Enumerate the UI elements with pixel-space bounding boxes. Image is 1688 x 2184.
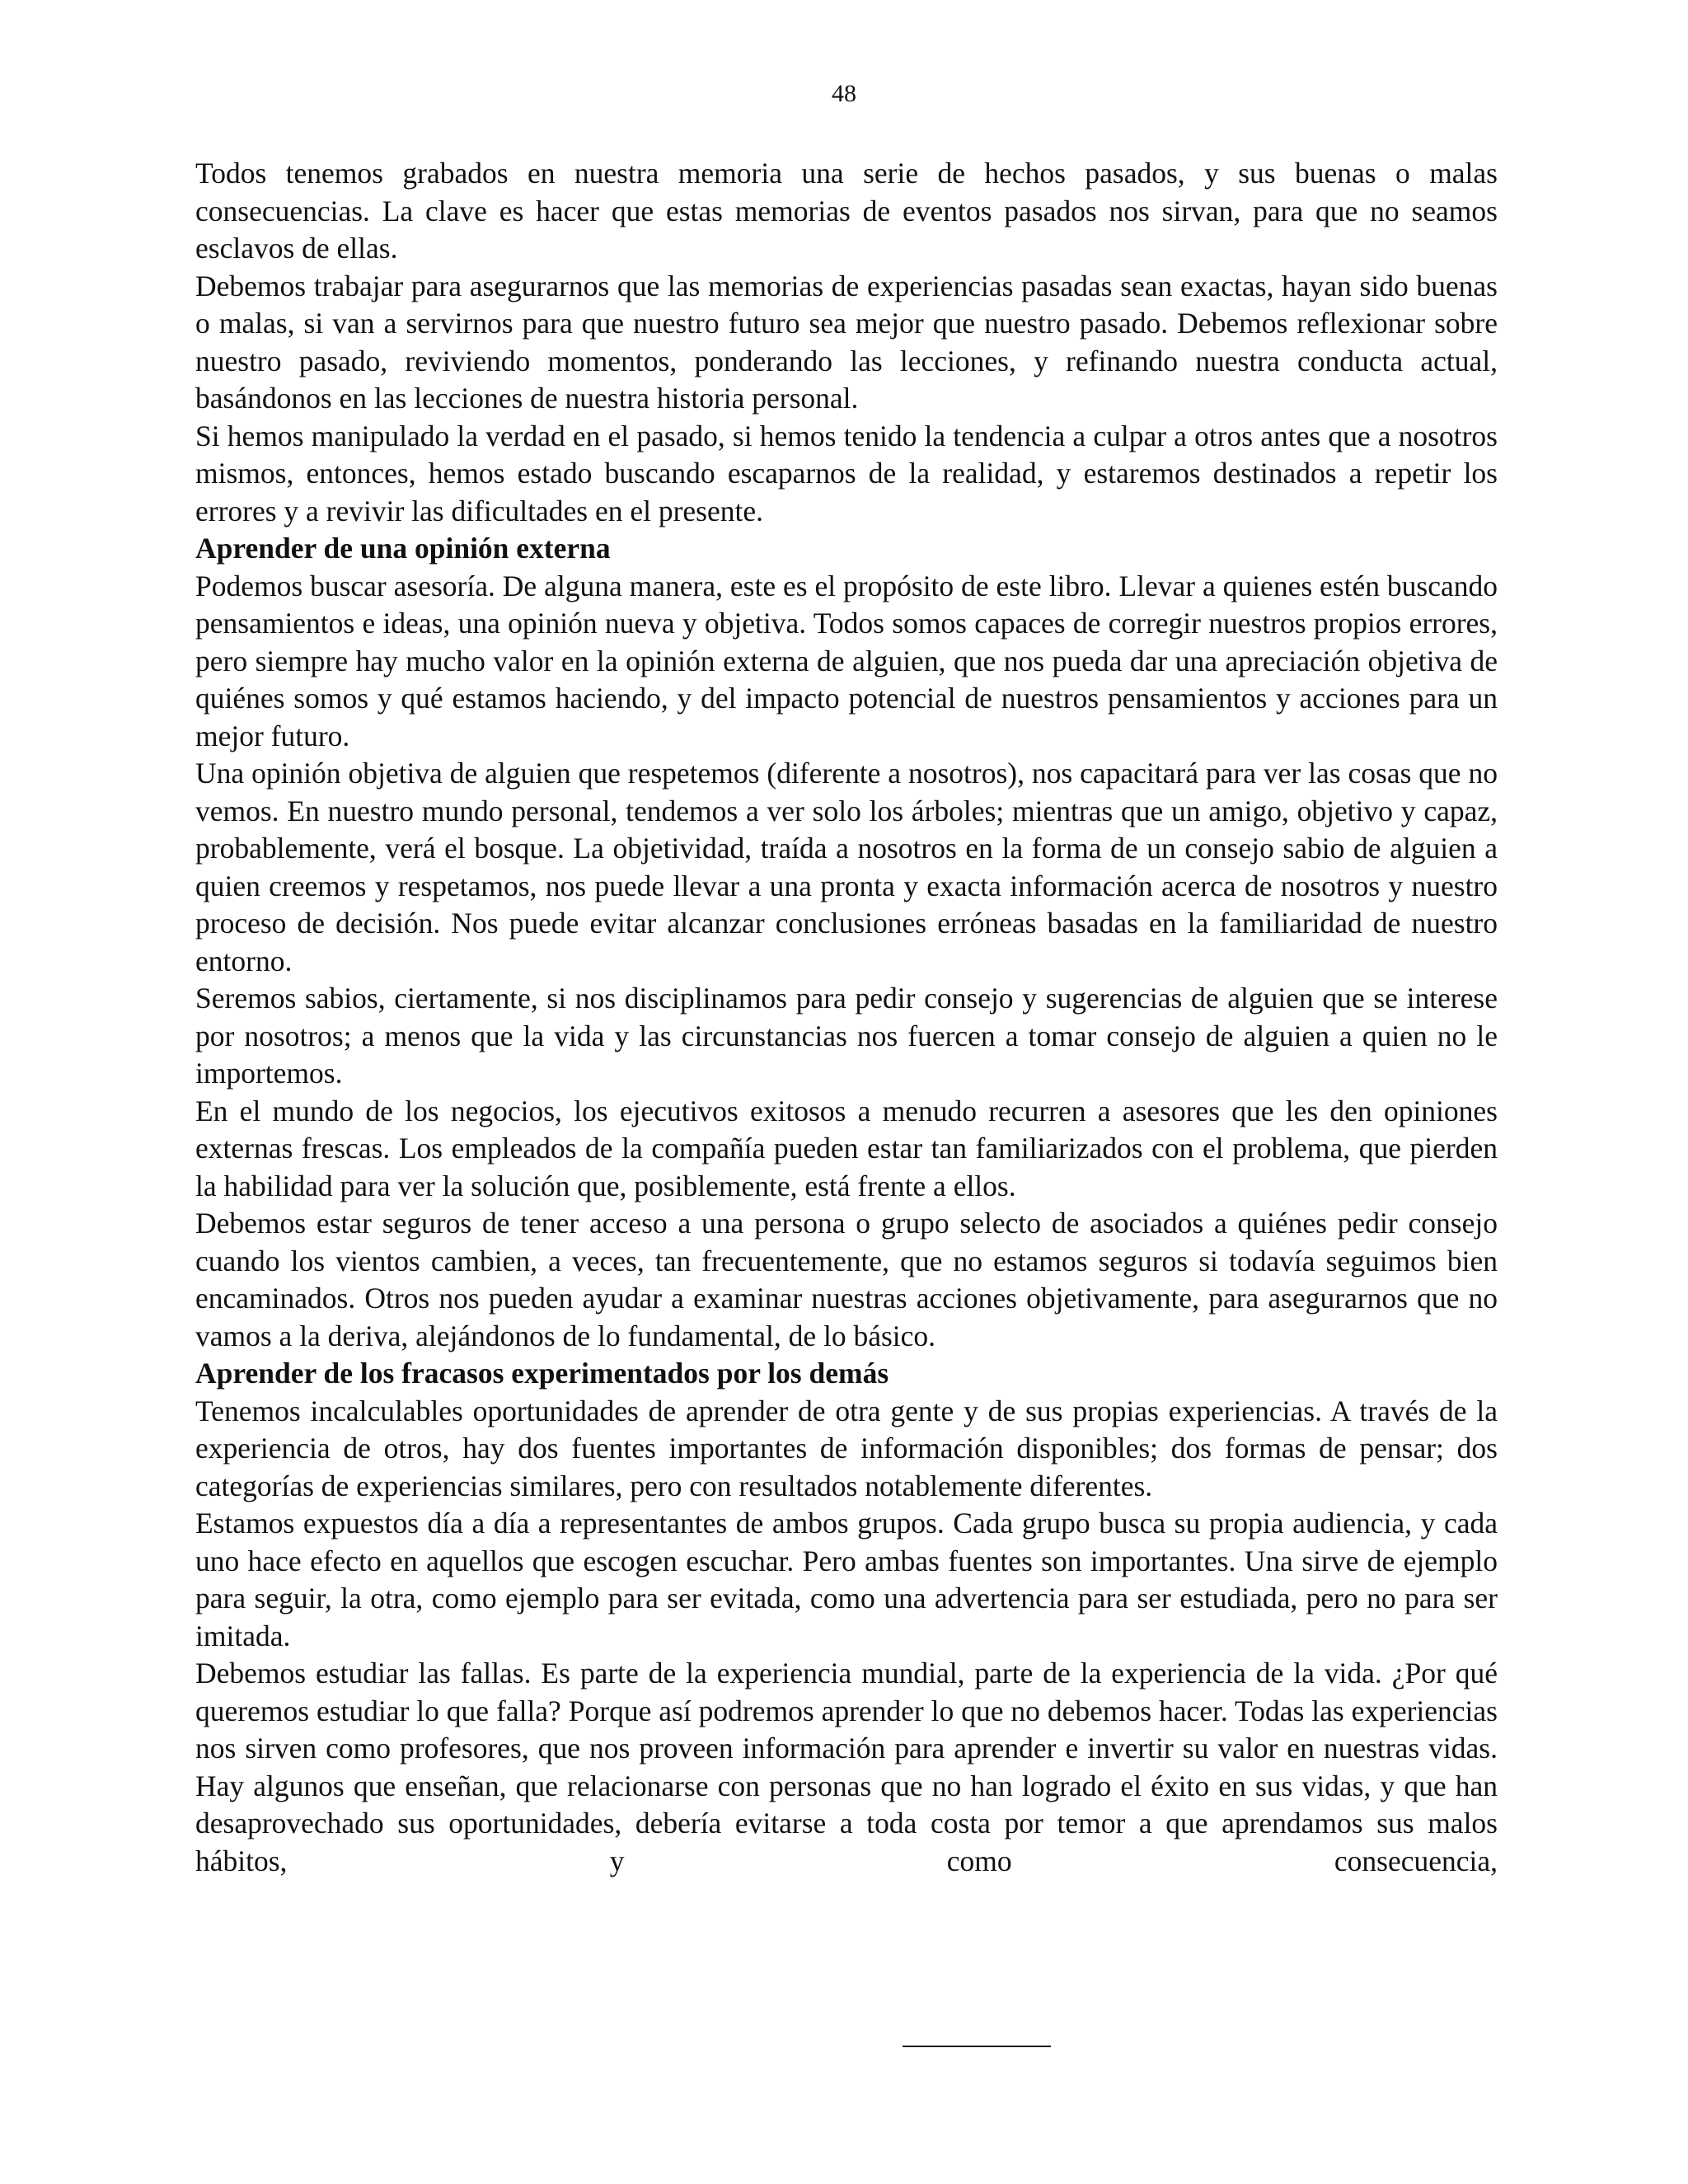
section-heading: Aprender de una opinión externa xyxy=(195,532,611,565)
paragraph: Debemos estar seguros de tener acceso a una persona o grupo selecto de asociados a quiénes pedir consejo cuando los vientos cambien, a veces, tan frecuentemente, que no estamos seguros si todavía seguimos bien encaminados. Otros nos pueden ayudar a examinar nuestras acciones objetivamente, para asegurarnos que no vamos a la deriva, alejándonos de lo fundamental, de lo básico. xyxy=(195,1207,1498,1352)
paragraph: Podemos buscar asesoría. De alguna manera, este es el propósito de este libro. Llevar a quienes estén buscando pensamientos e ideas, una opinión nueva y objetiva. Todos somos capaces de corregir nuestros propios errores, pero siempre hay mucho valor en la opinión externa de alguien, que nos pueda dar una apreciación objetiva de quiénes somos y qué estamos haciendo, y del impacto potencial de nuestros pensamientos y acciones para un mejor futuro. xyxy=(195,569,1498,752)
section-heading: Aprender de los fracasos experimentados por los demás xyxy=(195,1357,889,1390)
paragraph: Seremos sabios, ciertamente, si nos disciplinamos para pedir consejo y sugerencias de alguien que se interese por nosotros; a menos que la vida y las circunstancias nos fuercen a tomar consejo de alguien a quien no le importemos. xyxy=(195,982,1498,1090)
paragraph: Si hemos manipulado la verdad en el pasado, si hemos tenido la tendencia a culpar a otros antes que a nosotros mismos, entonces, hemos estado buscando escaparnos de la realidad, y estaremos destinados a repetir los errores y a revivir las dificultades en el presente. xyxy=(195,419,1498,527)
paragraph: Debemos estudiar las fallas. Es parte de la experiencia mundial, parte de la experiencia de la vida. ¿Por qué queremos estudiar lo que falla? Porque así podremos aprender lo que no debemos hacer. Todas las experiencias nos sirven como profesores, que nos proveen información para aprender e invertir su valor en nuestras vidas. Hay algunos que enseñan, que relacionarse con personas que no han logrado el éxito en sus vidas, y que han desaprovechado sus oportunidades, debería evitarse a toda costa por temor a que aprendamos sus malos hábitos, y como consecuencia, xyxy=(195,1657,1498,1877)
paragraph: Una opinión objetiva de alguien que respetemos (diferente a nosotros), nos capacitará para ver las cosas que no vemos. En nuestro mundo personal, tendemos a ver solo los árboles; mientras que un amigo, objetivo y capaz, probablemente, verá el bosque. La objetividad, traída a nosotros en la forma de un consejo sabio de alguien a quien creemos y respetamos, nos puede llevar a una pronta y exacta información acerca de nosotros y nuestro proceso de decisión. Nos puede evitar alcanzar conclusiones erróneas basadas en la familiaridad de nuestro entorno. xyxy=(195,757,1498,977)
page-number: 48 xyxy=(832,80,856,107)
page-body xyxy=(195,155,1498,1880)
paragraph: Tenemos incalculables oportunidades de aprender de otra gente y de sus propias experiencias. A través de la experiencia de otros, hay dos fuentes importantes de información disponibles; dos formas de pensar; dos categorías de experiencias similares, pero con resultados notablemente diferentes. xyxy=(195,1394,1498,1502)
footnote-separator-rule xyxy=(903,2046,1051,2047)
paragraph: Estamos expuestos día a día a representantes de ambos grupos. Cada grupo busca su propia audiencia, y cada uno hace efecto en aquellos que escogen escuchar. Pero ambas fuentes son importantes. Una sirve de ejemplo para seguir, la otra, como ejemplo para ser evitada, como una advertencia para ser estudiada, pero no para ser imitada. xyxy=(195,1507,1498,1652)
paragraph: Todos tenemos grabados en nuestra memoria una serie de hechos pasados, y sus buenas o malas consecuencias. La clave es hacer que estas memorias de eventos pasados nos sirvan, para que no seamos esclavos de ellas. xyxy=(195,157,1498,265)
paragraph: Debemos trabajar para asegurarnos que las memorias de experiencias pasadas sean exactas, hayan sido buenas o malas, si van a servirnos para que nuestro futuro sea mejor que nuestro pasado. Debemos reflexionar sobre nuestro pasado, reviviendo momentos, ponderando las lecciones, y refinando nuestra conducta actual, basándonos en las lecciones de nuestra historia personal. xyxy=(195,269,1498,415)
paragraph: En el mundo de los negocios, los ejecutivos exitosos a menudo recurren a asesores que les den opiniones externas frescas. Los empleados de la compañía pueden estar tan familiarizados con el problema, que pierden la habilidad para ver la solución que, posiblemente, está frente a ellos. xyxy=(195,1094,1498,1202)
